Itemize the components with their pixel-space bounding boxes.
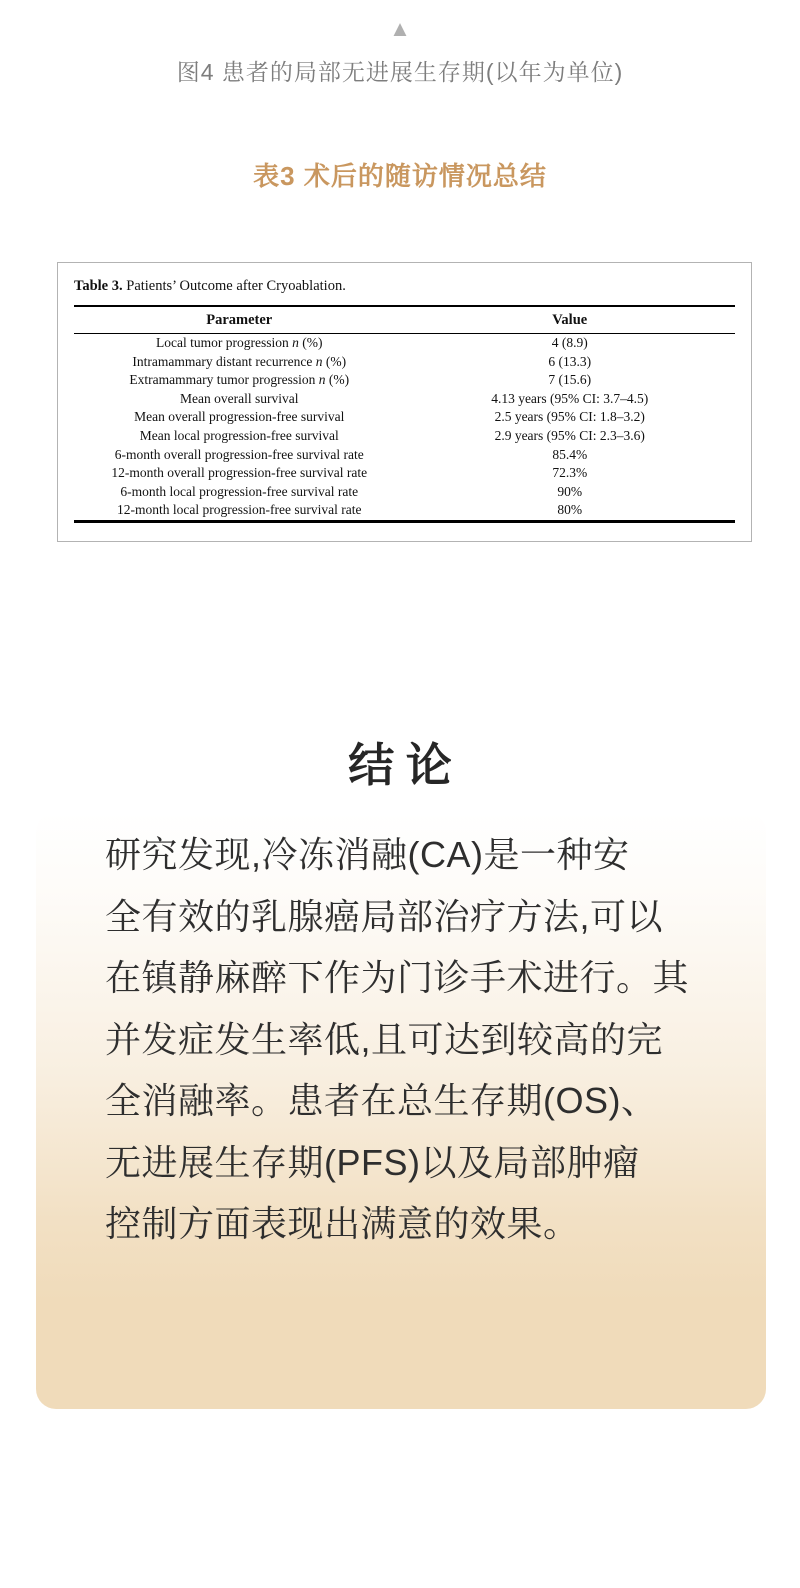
conclusion-card <box>36 812 766 1409</box>
section-heading: 表3 术后的随访情况总结 <box>253 161 547 191</box>
value-cell: 4 (8.9) <box>551 335 588 350</box>
column-header-parameter: Parameter <box>206 312 273 328</box>
value-cell: 6 (13.3) <box>548 353 592 369</box>
outcomes-table <box>74 305 735 523</box>
parameter-cell: Mean overall progression-free survival <box>134 409 345 425</box>
parameter-cell: 12-month local progression-free survival rate <box>117 502 362 518</box>
table-caption <box>74 276 735 296</box>
conclusion-text-line: 全有效的乳腺癌局部治疗方法,可以 <box>105 895 664 937</box>
table-row <box>74 408 735 427</box>
table-row <box>74 390 735 409</box>
parameter-cell: Extramammary tumor progression n (%) <box>129 372 350 388</box>
conclusion-title: 结 论 <box>348 740 452 791</box>
table-bottom-rule <box>74 520 735 523</box>
table-row <box>74 427 735 446</box>
table-row <box>74 333 735 353</box>
value-cell: 85.4% <box>552 446 588 462</box>
table-row <box>74 483 735 502</box>
parameter-cell: 12-month overall progression-free survival rate <box>111 465 368 481</box>
conclusion-text-line: 无进展生存期(PFS)以及局部肿瘤 <box>105 1141 640 1183</box>
scroll-top-arrow-icon[interactable]: ▲ <box>389 16 411 41</box>
conclusion-text-line: 并发症发生率低,且可达到较高的完 <box>105 1018 664 1060</box>
conclusion-text-line: 在镇静麻醉下作为门诊手术进行。其 <box>105 957 690 998</box>
table-row <box>74 353 735 372</box>
value-cell: 7 (15.6) <box>548 372 592 388</box>
value-cell: 4.13 years (95% CI: 3.7–4.5) <box>491 390 649 406</box>
table-row <box>74 446 735 465</box>
value-cell: 80% <box>557 502 583 518</box>
table-caption-label: Table 3. <box>74 278 123 294</box>
table-row <box>74 371 735 390</box>
parameter-cell: Mean local progression-free survival <box>139 427 339 443</box>
conclusion-text-line: 全消融率。患者在总生存期(OS)、 <box>105 1080 658 1121</box>
table3-image <box>57 262 752 542</box>
conclusion-text-line: 研究发现,冷冻消融(CA)是一种安 <box>105 834 630 875</box>
table-row <box>74 464 735 483</box>
table-header-row <box>74 305 735 333</box>
conclusion-text-line: 控制方面表现出满意的效果。 <box>105 1203 580 1244</box>
table-caption-text: Patients’ Outcome after Cryoablation. <box>126 278 346 294</box>
value-cell: 72.3% <box>552 465 588 481</box>
figure-caption: 图4 患者的局部无进展生存期(以年为单位) <box>176 59 624 85</box>
value-cell: 2.9 years (95% CI: 2.3–3.6) <box>494 427 645 443</box>
parameter-cell: Mean overall survival <box>180 390 299 406</box>
value-cell: 2.5 years (95% CI: 1.8–3.2) <box>494 409 645 425</box>
table-row <box>74 501 735 520</box>
value-cell: 90% <box>557 483 583 499</box>
parameter-cell: 6-month overall progression-free survival rate <box>114 446 364 462</box>
parameter-cell: Intramammary distant recurrence n (%) <box>132 353 347 369</box>
parameter-cell: 6-month local progression-free survival rate <box>120 483 359 499</box>
parameter-cell: Local tumor progression n (%) <box>156 335 323 350</box>
column-header-value: Value <box>552 312 588 328</box>
